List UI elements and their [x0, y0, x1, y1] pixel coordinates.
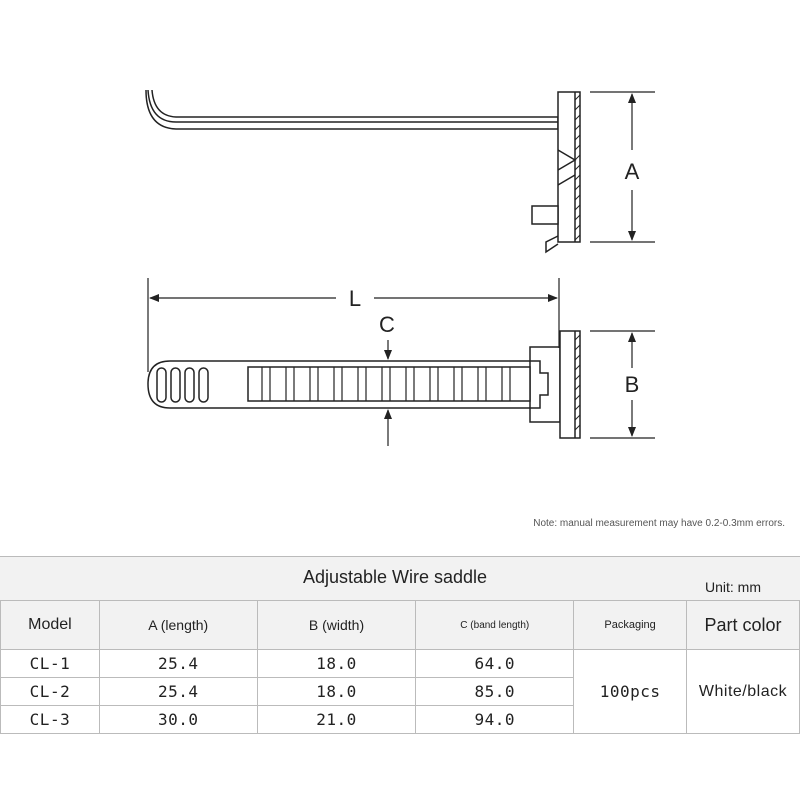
dimension-c-label: C — [379, 312, 395, 337]
cell-b: 21.0 — [257, 706, 416, 734]
header-a: A (length) — [99, 601, 257, 650]
cell-packaging: 100pcs — [574, 650, 687, 734]
top-view — [148, 331, 580, 438]
header-model: Model — [1, 601, 100, 650]
table-title: Adjustable Wire saddle — [302, 567, 488, 587]
header-c: C (band length) — [416, 601, 574, 650]
dimension-b-label: B — [624, 372, 640, 397]
cell-b: 18.0 — [257, 650, 416, 678]
dimension-b — [590, 331, 655, 438]
header-b: B (width) — [257, 601, 416, 650]
cell-a: 30.0 — [99, 706, 257, 734]
cell-model: CL-1 — [1, 650, 100, 678]
dimension-l-label: L — [348, 286, 362, 311]
side-view — [146, 90, 580, 252]
cell-a: 25.4 — [99, 678, 257, 706]
header-color: Part color — [687, 601, 800, 650]
cell-c: 85.0 — [416, 678, 574, 706]
dimension-a-label: A — [624, 159, 640, 184]
cell-a: 25.4 — [99, 650, 257, 678]
header-packaging: Packaging — [574, 601, 687, 650]
unit-label: Unit: mm — [705, 579, 761, 595]
cell-c: 64.0 — [416, 650, 574, 678]
spec-grid — [0, 600, 800, 734]
cell-model: CL-2 — [1, 678, 100, 706]
cell-b: 18.0 — [257, 678, 416, 706]
cell-model: CL-3 — [1, 706, 100, 734]
spec-table — [0, 556, 800, 736]
cell-color: White/black — [687, 650, 800, 734]
cell-c: 94.0 — [416, 706, 574, 734]
table-title-row — [0, 556, 800, 602]
measurement-note: Note: manual measurement may have 0.2-0.3mm errors. — [533, 518, 785, 529]
table-row — [1, 650, 800, 678]
dimension-a — [590, 92, 655, 242]
header-row — [1, 601, 800, 650]
